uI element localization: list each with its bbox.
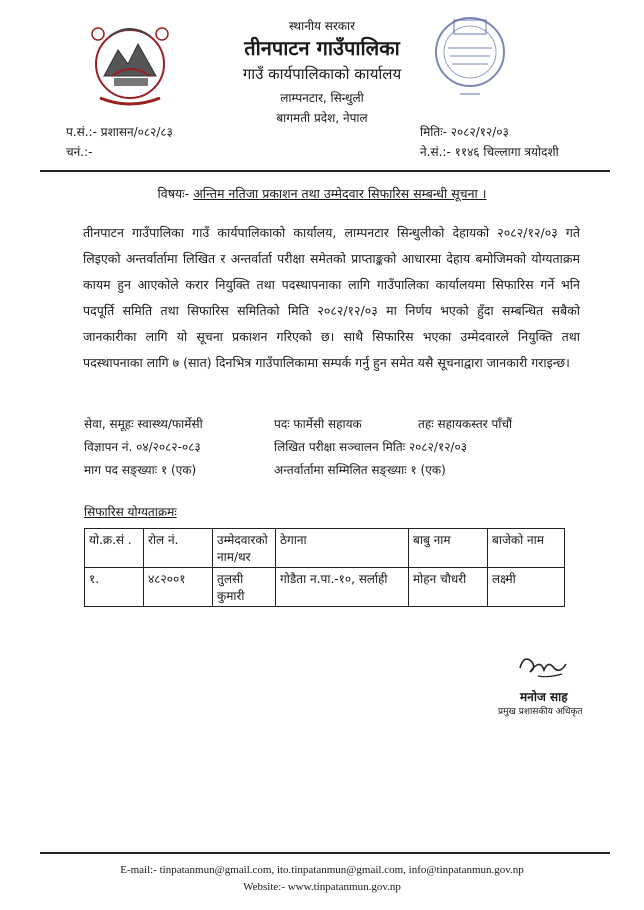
nepal-sambat-date: ने.सं.:- ११४६ चिल्लागा त्रयोदशी <box>420 145 559 159</box>
footer-divider <box>40 852 610 854</box>
header-address-line2: बागमती प्रदेश, नेपाल <box>276 111 368 125</box>
handwritten-signature <box>514 648 574 682</box>
post: पदः फार्मेसी सहायक <box>274 417 362 431</box>
col-header-grandfather-name: बाजेको नाम <box>488 529 565 568</box>
signatory-title: प्रमुख प्रशासकीय अधिकृत <box>498 707 583 717</box>
notice-body: तीनपाटन गाउँपालिका गाउँ कार्यपालिकाको कार्यालय, लाम्पनटार सिन्धुलीको देहायको २०८२/१२/०३ गते लिइएको अन्तर्वार्तामा लिखित र अन्तर्वार्ता परीक्षा समेतको प्राप्ताङ्कको आधारमा देहाय बमोजिमको योग्यताक्रम कायम हुन आएकोले करार नियुक्ति तथा पदस्थापनाका लागि गाउँपालिका कार्यालयमा सिफारिस गर्ने भनि पदपूर्ति समिति तथा सिफारिस समितिको मिति २०८२/१२/०३ मा निर्णय भएको हुँदा सम्बन्धित सबैको जानकारीका लागि यो सूचना प्रकाशन गरिएको छ। साथै सिफारिस भएका उम्मेदवारले नियुक्ति तथा पदस्थापनाका लागि ७ (सात) दिनभित्र गाउँपालिकामा सम्पर्क गर्नु हुन समेत यसै सूचनाद्वारा जानकारी गराइन्छ। <box>83 225 580 370</box>
cell-father-name: मोहन चौधरी <box>409 568 488 607</box>
header-government: स्थानीय सरकार <box>289 19 355 33</box>
footer-email: E-mail:- tinpatanmun@gmail.com, ito.tinpatanmun@gmail.com, info@tinpatanmun.gov.np <box>120 864 524 876</box>
header-office-name: गाउँ कार्यपालिकाको कार्यालय <box>242 65 402 83</box>
signatory-name: मनोज साह <box>520 690 568 704</box>
recommendation-table <box>84 528 565 607</box>
table-caption: सिफारिस योग्यताक्रमः <box>84 505 177 519</box>
subject-line <box>0 185 644 202</box>
col-header-serial: यो.क्र.सं . <box>85 529 144 568</box>
cell-address: गोडैता न.पा.-१०, सर्लाही <box>276 568 409 607</box>
cell-roll: ४८२००१ <box>144 568 213 607</box>
cell-candidate-name: तुलसी कुमारी <box>213 568 276 607</box>
table-row <box>85 568 565 607</box>
header-divider <box>40 170 610 172</box>
col-header-candidate-name: उम्मेदवारको नाम/थर <box>213 529 276 568</box>
reference-number: प.सं.:- प्रशासन/०८२/८३ <box>66 125 173 139</box>
advertisement-number: विज्ञापन नं. ०४/२०८२-०८३ <box>84 440 201 454</box>
col-header-roll: रोल नं. <box>144 529 213 568</box>
header-municipality-name: तीनपाटन गाउँपालिका <box>244 36 400 60</box>
col-header-father-name: बाबु नाम <box>409 529 488 568</box>
dispatch-number: चनं.:- <box>66 145 93 159</box>
table-header-row <box>85 529 565 568</box>
subject-label: विषयः- <box>157 186 190 201</box>
service-group: सेवा, समूहः स्वास्थ्य/फार्मेसी <box>84 417 203 431</box>
header-address-line1: लाम्पनटार, सिन्धुली <box>280 91 364 105</box>
level: तहः सहायकस्तर पाँचौं <box>418 417 513 431</box>
col-header-address: ठेगाना <box>276 529 409 568</box>
interview-participant-count: अन्तर्वार्तामा सम्मिलित सङ्ख्याः १ (एक) <box>274 463 446 477</box>
footer-website: Website:- www.tinpatanmun.gov.np <box>243 881 401 893</box>
subject-text: अन्तिम नतिजा प्रकाशन तथा उम्मेदवार सिफारिस सम्बन्धी सूचना । <box>193 186 487 201</box>
date: मितिः- २०८२/१२/०३ <box>420 125 509 139</box>
cell-grandfather-name: लक्ष्मी <box>488 568 565 607</box>
written-exam-date: लिखित परीक्षा सञ्चालन मितिः २०८२/१२/०३ <box>274 440 467 454</box>
demand-post-count: माग पद सङ्ख्याः १ (एक) <box>84 463 197 477</box>
cell-serial: १. <box>85 568 144 607</box>
